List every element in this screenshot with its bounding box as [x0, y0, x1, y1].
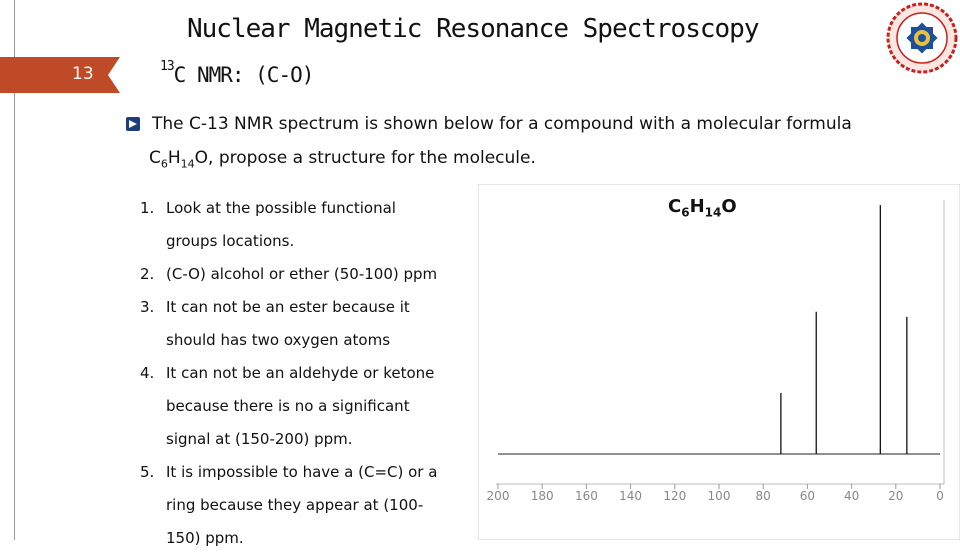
step-text-continued: signal at (150-200) ppm.	[166, 430, 353, 448]
step-item	[140, 456, 437, 489]
x-tick-label: 40	[843, 489, 860, 503]
slide-subtitle	[160, 59, 314, 87]
bullet-icon	[126, 117, 140, 131]
intro-line-1: The C-13 NMR spectrum is shown below for a compound with a molecular formula	[152, 114, 852, 134]
formula-sub-14: 14	[180, 157, 195, 171]
step-item	[140, 357, 437, 390]
spectrum-formula	[668, 196, 737, 220]
slide-number-tab	[0, 57, 120, 93]
intro-line-2-text: O, propose a structure for the molecule.	[194, 148, 536, 168]
step-text-continued: because there is no a significant	[166, 397, 410, 415]
step-item	[140, 291, 437, 324]
x-tick-label: 60	[799, 489, 816, 503]
slide-number: 13	[72, 64, 94, 84]
step-item	[140, 192, 437, 225]
steps-list	[140, 192, 437, 555]
step-text: It is impossible to have a (C=C) or a	[166, 463, 438, 481]
x-tick-label: 180	[530, 489, 554, 503]
step-text-continued: groups locations.	[166, 232, 295, 250]
formula-c: C	[149, 148, 161, 168]
step-item	[140, 258, 437, 291]
subtitle-text: C NMR: (C-O)	[173, 63, 314, 87]
isotope-superscript: 13	[160, 59, 174, 74]
spectrum-formula-sub-6: 6	[681, 205, 690, 220]
x-tick-label: 200	[486, 489, 510, 503]
step-text: It can not be an ester because it	[166, 298, 410, 316]
nmr-spectrum	[478, 184, 960, 540]
slide-title: Nuclear Magnetic Resonance Spectroscopy	[187, 14, 759, 44]
university-logo	[880, 0, 960, 76]
x-tick-label: 160	[574, 489, 598, 503]
step-text-continued: should has two oxygen atoms	[166, 331, 391, 349]
spectrum-formula-sub-14: 14	[704, 205, 722, 220]
x-tick-label: 120	[663, 489, 687, 503]
step-number: 2.	[140, 265, 155, 283]
step-text: It can not be an aldehyde or ketone	[166, 364, 435, 382]
step-text-continued: ring because they appear at (100-	[166, 496, 424, 514]
x-tick-label: 20	[888, 489, 904, 503]
step-number: 3.	[140, 298, 155, 316]
step-text: Look at the possible functional	[166, 199, 396, 217]
x-tick-label: 140	[619, 489, 643, 503]
spectrum-formula-c: C	[668, 196, 682, 217]
spectrum-formula-h: H	[689, 196, 705, 217]
intro-line-2	[149, 148, 536, 170]
step-text: (C-O) alcohol or ether (50-100) ppm	[166, 265, 438, 283]
step-number: 4.	[140, 364, 155, 382]
formula-sub-6: 6	[160, 157, 168, 171]
spectrum-formula-o: O	[721, 196, 737, 217]
step-number: 1.	[140, 199, 155, 217]
step-number: 5.	[140, 463, 155, 481]
formula-h: H	[167, 148, 181, 168]
x-tick-label: 0	[936, 489, 944, 503]
x-tick-label: 80	[755, 489, 771, 503]
step-text-continued: 150) ppm.	[166, 529, 244, 547]
x-tick-label: 100	[707, 489, 731, 503]
